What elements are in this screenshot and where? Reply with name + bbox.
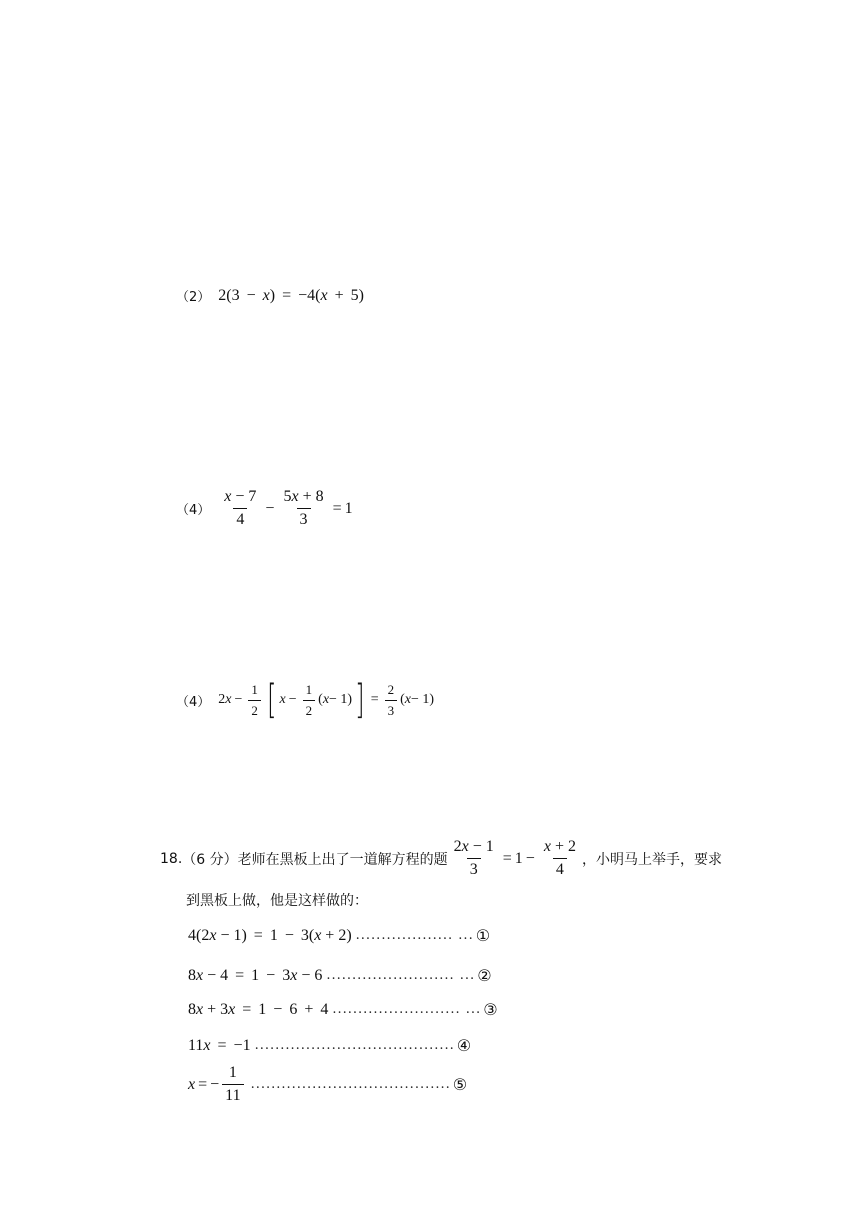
q18-line2-text: 到黑板上做，他是这样做的：	[186, 893, 368, 909]
q18-line2	[186, 890, 368, 910]
step-2-mark: ②	[477, 966, 492, 985]
problem-3	[176, 488, 353, 529]
problem-2-label: （2）	[176, 290, 211, 305]
q18-number: 18.	[160, 850, 183, 867]
problem-3-label: （4）	[176, 503, 211, 518]
step-2: 8x − 4 = 1 − 3x − 6 ......................... ... ②	[188, 966, 492, 985]
step-4: 11x = −1 ....................................... ④	[188, 1036, 472, 1055]
q18-equation: $\frac{2x - 1}{3}$ = 1 − $\frac{x + 2}{4}$	[453, 838, 576, 878]
step-3-leader: ......................... ...	[332, 1002, 482, 1017]
q18-intro-text: （6 分）老师在黑板上出了一道解方程的题	[182, 851, 448, 868]
step-4-leader: .......................................	[254, 1038, 455, 1053]
problem-4-equation: 2 x − $\frac{1}{2}$ [ x − $\frac{1}{2}$ ( x − 1) ] = $\frac{2}{3}$ ( x − 1)	[218, 677, 435, 723]
step-1-leader: ................... ...	[355, 928, 474, 943]
problem-3-equation: $\frac{x - 7}{4}$ − $\frac{5x + 8}{3}$ = 1	[224, 488, 353, 528]
problem-4	[176, 677, 435, 723]
step-5: x = − $\frac{1}{11}$ ....................................... ⑤	[188, 1064, 468, 1104]
problem-2	[176, 286, 364, 305]
problem-2-equation: 2(3 − x) = −4(x + 5)	[218, 286, 364, 304]
step-5-leader: .......................................	[250, 1077, 451, 1092]
step-4-mark: ④	[456, 1036, 472, 1055]
step-1-mark: ①	[475, 926, 491, 945]
problem-4-label: （4）	[176, 694, 211, 710]
q18-intro-text-after: ，小明马上举手，要求	[581, 851, 722, 868]
step-5-mark: ⑤	[452, 1075, 468, 1094]
step-2-leader: ......................... ...	[326, 968, 476, 983]
step-3: 8x + 3x = 1 − 6 + 4 ......................... ... ③	[188, 1000, 498, 1019]
step-3-mark: ③	[483, 1000, 498, 1019]
q18-intro	[160, 838, 722, 879]
step-1: 4(2x − 1) = 1 − 3(x + 2) ................... ... ①	[188, 926, 491, 945]
